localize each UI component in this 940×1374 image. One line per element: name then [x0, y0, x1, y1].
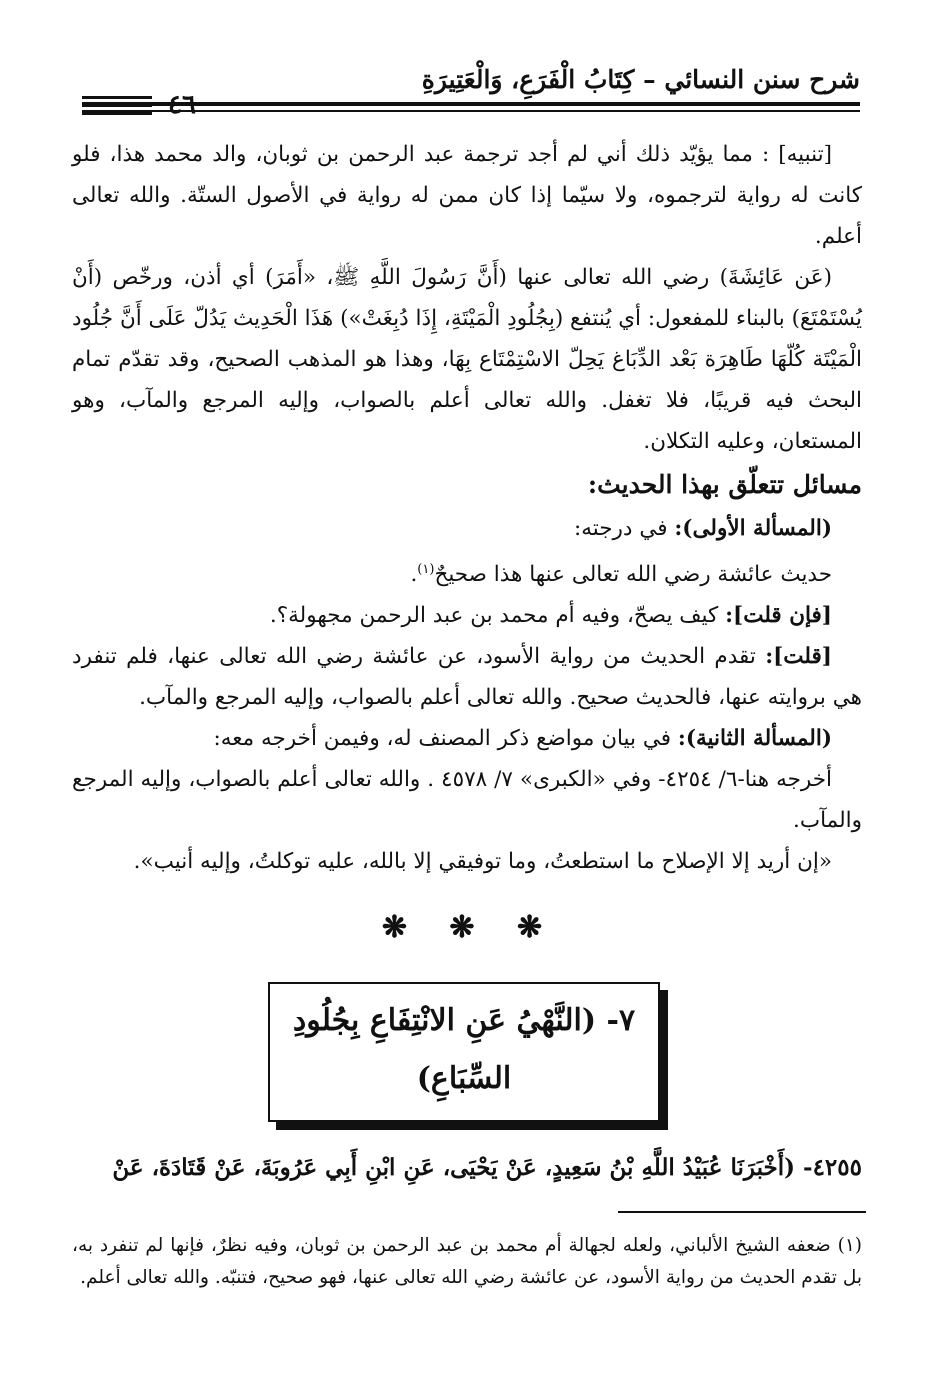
- reply: [72, 636, 862, 718]
- question-two-label: (المسألة الثانية):: [677, 726, 832, 752]
- objection-label: [فإن قلت]:: [725, 603, 832, 629]
- paragraph-closing-verse: «إن أريد إلا الإصلاح ما استطعتُ، وما توفيقي إلا بالله، عليه توكلتُ، وإليه أنيب».: [133, 849, 832, 875]
- question-two-text: في بيان مواضع ذكر المصنف له، وفيمن أخرجه معه:: [213, 726, 672, 752]
- chapter-title-line-1: ٧- (النَّهْيُ عَنِ الانْتِفَاعِ بِجُلُودِ: [292, 1003, 636, 1038]
- section-separator: ❋ ❋ ❋: [381, 910, 559, 945]
- chapter-title-line-2: السِّبَاعِ): [416, 1061, 512, 1096]
- paragraph-commentary: (عَن عَائِشَةَ) رضي الله تعالى عنها (أَنَّ رَسُولَ اللَّهِ ﷺ، «أَمَرَ) أي أذن، ورخّص (أَنْ يُسْتَمْتَعَ) بالبناء للمفعول: أي يُنتفع (بِجُلُودِ الْمَيْتَةِ، إِذَا دُبِغَتْ») هَذَا الْحَدِيث يَدُلّ عَلَى أَنَّ جُلُود الْمَيْتَة كُلّهَا طَاهِرَة بَعْد الدِّبَاغ يَحِلّ الاسْتِمْتَاع بِهَا، وهذا هو المذهب الصحيح، وقد تقدّم تمام البحث فيه قريبًا، فلا تغفل. والله تعالى أعلم بالصواب، وإليه المرجع والمآب، وهو المستعان، وعليه التكلان.: [72, 265, 862, 454]
- header-rule-thick: [82, 102, 860, 106]
- footnote-divider: [618, 1211, 866, 1213]
- page-header: [82, 62, 860, 122]
- question-one: [72, 508, 862, 549]
- reply-label: [قلت]:: [765, 644, 832, 670]
- question-one-label: (المسألة الأولى):: [674, 516, 832, 541]
- main-text: [72, 134, 862, 882]
- paragraph-grading: [72, 549, 862, 595]
- paragraph-sources: أخرجه هنا-٦/ ٤٢٥٤- وفي «الكبرى» ٧/ ٤٥٧٨ . والله تعالى أعلم بالصواب، وإليه المرجع والمآب.: [72, 767, 862, 834]
- question-one-text: في درجته:: [573, 516, 668, 541]
- header-rule-thin: [82, 110, 860, 112]
- section-heading: مسائل تتعلّق بهذا الحديث:: [587, 470, 862, 499]
- page-number: ٤٦: [168, 90, 196, 120]
- question-two: [72, 718, 862, 759]
- objection-text: كيف يصحّ، وفيه أم محمد بن عبد الرحمن مجهولة؟.: [269, 603, 719, 629]
- hadith-chain: ٤٢٥٥- (أَخْبَرَنَا عُبَيْدُ اللَّهِ بْنُ سَعِيدٍ، عَنْ يَحْيَى، عَنِ ابْنِ أَبِي عَرُوبَةَ، عَنْ قَتَادَةَ، عَنْ: [112, 1154, 862, 1181]
- reply-text: تقدم الحديث من رواية الأسود، عن عائشة رضي الله تعالى عنها، فلم تنفرد هي بروايته عنها، فالحديث صحيح. والله تعالى أعلم بالصواب، وإليه المرجع والمآب.: [72, 644, 862, 711]
- footnote-1: (١) ضعفه الشيخ الألباني، ولعله لجهالة أم محمد بن عبد الرحمن بن ثوبان، وفيه نظرٌ، فإنها لم تنفرد به، بل تقدم الحديث من رواية الأسود، عن عائشة رضي الله تعالى عنها، فهو صحيح، فتنبّه. والله تعالى أعلم.: [72, 1235, 862, 1288]
- running-title: شرح سنن النسائي – كِتَابُ الْفَرَعِ، وَالْعَتِيرَةِ: [421, 65, 860, 94]
- header-ornament: [82, 96, 152, 120]
- paragraph-note: [تنبيه] : مما يؤيّد ذلك أني لم أجد ترجمة عبد الرحمن بن ثوبان، والد محمد هذا، فلو كانت له رواية لترجموه، ولا سيّما إذا كان ممن له رواية في الأصول الستّة. والله تعالى أعلم.: [72, 142, 862, 249]
- grading-text: حديث عائشة رضي الله تعالى عنها هذا صحيحٌ: [434, 562, 832, 588]
- objection: [72, 595, 862, 636]
- grading-end: .: [410, 562, 418, 588]
- footnote-ref[interactable]: (١): [417, 562, 435, 577]
- chapter-title-box: [268, 982, 660, 1122]
- footnotes: [72, 1230, 862, 1294]
